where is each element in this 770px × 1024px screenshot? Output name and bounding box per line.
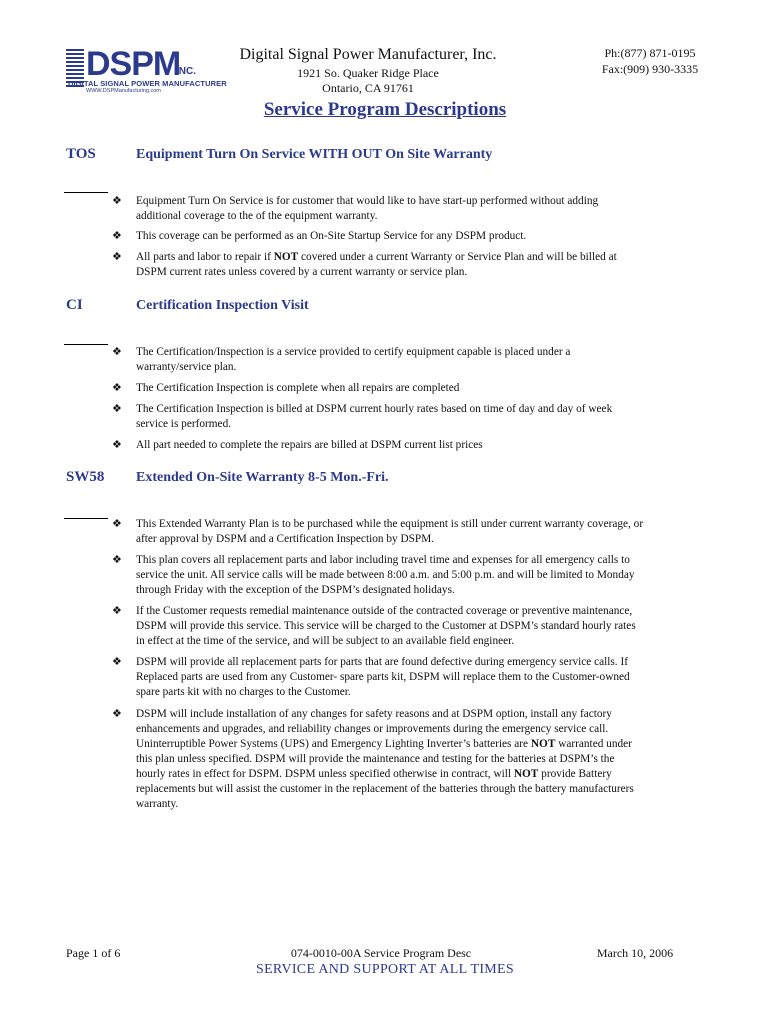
diamond-bullet-icon: ❖ [112, 439, 122, 451]
list-item [136, 438, 716, 453]
section-code-ci: CI [66, 297, 83, 313]
list-item [136, 553, 716, 598]
phone-number: Ph:(877) 871-0195 [604, 46, 696, 60]
list-item-line: If the Customer requests remedial maintenance outside of the contracted coverage or preventive maintenance, [136, 605, 633, 617]
list-item-line: DSPM current rates unless covered by a current warranty or service plan. [136, 266, 468, 278]
list-item-line: DSPM will provide all replacement parts for parts that are found defective during emergency service calls. If [136, 656, 628, 668]
list-item [136, 229, 716, 244]
list-item-line: DSPM will provide this service. This service will be charged to the Customer at DSPM’s standard hourly rates [136, 620, 636, 632]
fax-number: Fax:(909) 930-3335 [601, 62, 699, 76]
list-item-line: This coverage can be performed as an On-Site Startup Service for any DSPM product. [136, 230, 527, 242]
list-item-line: Equipment Turn On Service is for customer that would like to have start-up performed without adding [136, 195, 599, 207]
list-item [136, 194, 716, 224]
list-item-line: hourly rates in effect for DSPM. DSPM unless specified otherwise in contract, will NOT provide Battery [136, 768, 612, 780]
diamond-bullet-icon: ❖ [112, 195, 122, 207]
list-item-line: through Friday with the exception of the DSPM’s designated holidays. [136, 584, 455, 596]
diamond-bullet-icon: ❖ [112, 518, 122, 530]
list-item-line: warranty. [136, 798, 179, 810]
list-item-line: enhancements and upgrades, and reliability changes or improvements during the emergency service call. [136, 723, 609, 735]
address-line-1: 1921 So. Quaker Ridge Place [297, 66, 439, 80]
logo-word: DSPM [86, 45, 181, 83]
document-date: March 10, 2006 [596, 946, 674, 960]
list-item-line: Replaced parts are used from any Customer- spare parts kit, DSPM will replace them to the Customer-owned [136, 671, 630, 683]
section-rule [64, 192, 108, 193]
list-item [136, 250, 716, 280]
logo-subtitle: DIGITAL SIGNAL POWER MANUFACTURER [68, 79, 227, 88]
page-title: Service Program Descriptions [263, 99, 507, 120]
diamond-bullet-icon: ❖ [112, 382, 122, 394]
address-line-2: Ontario, CA 91761 [322, 81, 414, 95]
list-item-line: replacements but will assist the customer in the replacement of the batteries through the battery manufacturers [136, 783, 634, 795]
diamond-bullet-icon: ❖ [112, 656, 122, 668]
diamond-bullet-icon: ❖ [112, 554, 122, 566]
footer-tagline: SERVICE AND SUPPORT AT ALL TIMES [255, 962, 514, 977]
list-item-line: This Extended Warranty Plan is to be purchased while the equipment is still under current warranty coverage, or [136, 518, 644, 530]
section-title-sw58: Extended On-Site Warranty 8-5 Mon.-Fri. [136, 470, 389, 485]
diamond-bullet-icon: ❖ [112, 708, 122, 720]
dspm-logo [66, 45, 227, 96]
section-code-sw58: SW58 [66, 469, 105, 485]
list-item-line: The Certification/Inspection is a service provided to certify equipment capable is placed under a [136, 346, 571, 358]
list-item-line: This plan covers all replacement parts and labor including travel time and expenses for all emergency calls to [136, 554, 630, 566]
list-item [136, 517, 716, 547]
list-item [136, 655, 716, 700]
section-rule [64, 344, 108, 345]
diamond-bullet-icon: ❖ [112, 251, 122, 263]
document-id: 074-0010-00A Service Program Desc [290, 946, 472, 960]
list-item-line: additional coverage to the of the equipment warranty. [136, 210, 378, 222]
company-name: Digital Signal Power Manufacturer, Inc. [239, 46, 497, 63]
list-item [136, 707, 716, 812]
logo-inc: INC. [176, 66, 196, 77]
diamond-bullet-icon: ❖ [112, 346, 122, 358]
list-item-line: spare parts kit with no charges to the Customer. [136, 686, 351, 698]
list-item-line: warranty/service plan. [136, 361, 237, 373]
list-item-line: this plan unless specified. DSPM will provide the maintenance and testing for the batteries at DSPM’s the [136, 753, 615, 765]
list-item-line: The Certification Inspection is billed at DSPM current hourly rates based on time of day and day of week [136, 403, 613, 415]
list-item [136, 381, 716, 396]
list-item-line: DSPM will include installation of any changes for safety reasons and at DSPM option, install any factory [136, 708, 612, 720]
diamond-bullet-icon: ❖ [112, 230, 122, 242]
logo-website: WWW.DSPManufacturing.com [86, 88, 161, 94]
list-item [136, 604, 716, 649]
list-item-line: All parts and labor to repair if NOT covered under a current Warranty or Service Plan and will be billed at [136, 251, 617, 263]
diamond-bullet-icon: ❖ [112, 605, 122, 617]
list-item-line: service the unit. All service calls will be made between 8:00 a.m. and 5:00 p.m. and will be limited to Monday [136, 569, 635, 581]
page-number: Page 1 of 6 [66, 946, 121, 960]
list-item-line: after approval by DSPM and a Certification Inspection by DSPM. [136, 533, 435, 545]
list-item-line: in effect at the time of the service, and will be subject to an available field engineer. [136, 635, 515, 647]
section-title-tos: Equipment Turn On Service WITH OUT On Site Warranty [136, 147, 493, 162]
section-code-tos: TOS [66, 146, 96, 162]
list-item-line: Uninterruptible Power Systems (UPS) and Emergency Lighting Inverter’s batteries are NOT warranted under [136, 738, 632, 750]
section-rule [64, 518, 108, 519]
list-item-line: The Certification Inspection is complete when all repairs are completed [136, 382, 460, 394]
list-item-line: All part needed to complete the repairs are billed at DSPM current list prices [136, 439, 483, 451]
list-item [136, 402, 716, 432]
diamond-bullet-icon: ❖ [112, 403, 122, 415]
list-item-line: service is performed. [136, 418, 232, 430]
list-item [136, 345, 716, 375]
section-title-ci: Certification Inspection Visit [136, 298, 309, 313]
